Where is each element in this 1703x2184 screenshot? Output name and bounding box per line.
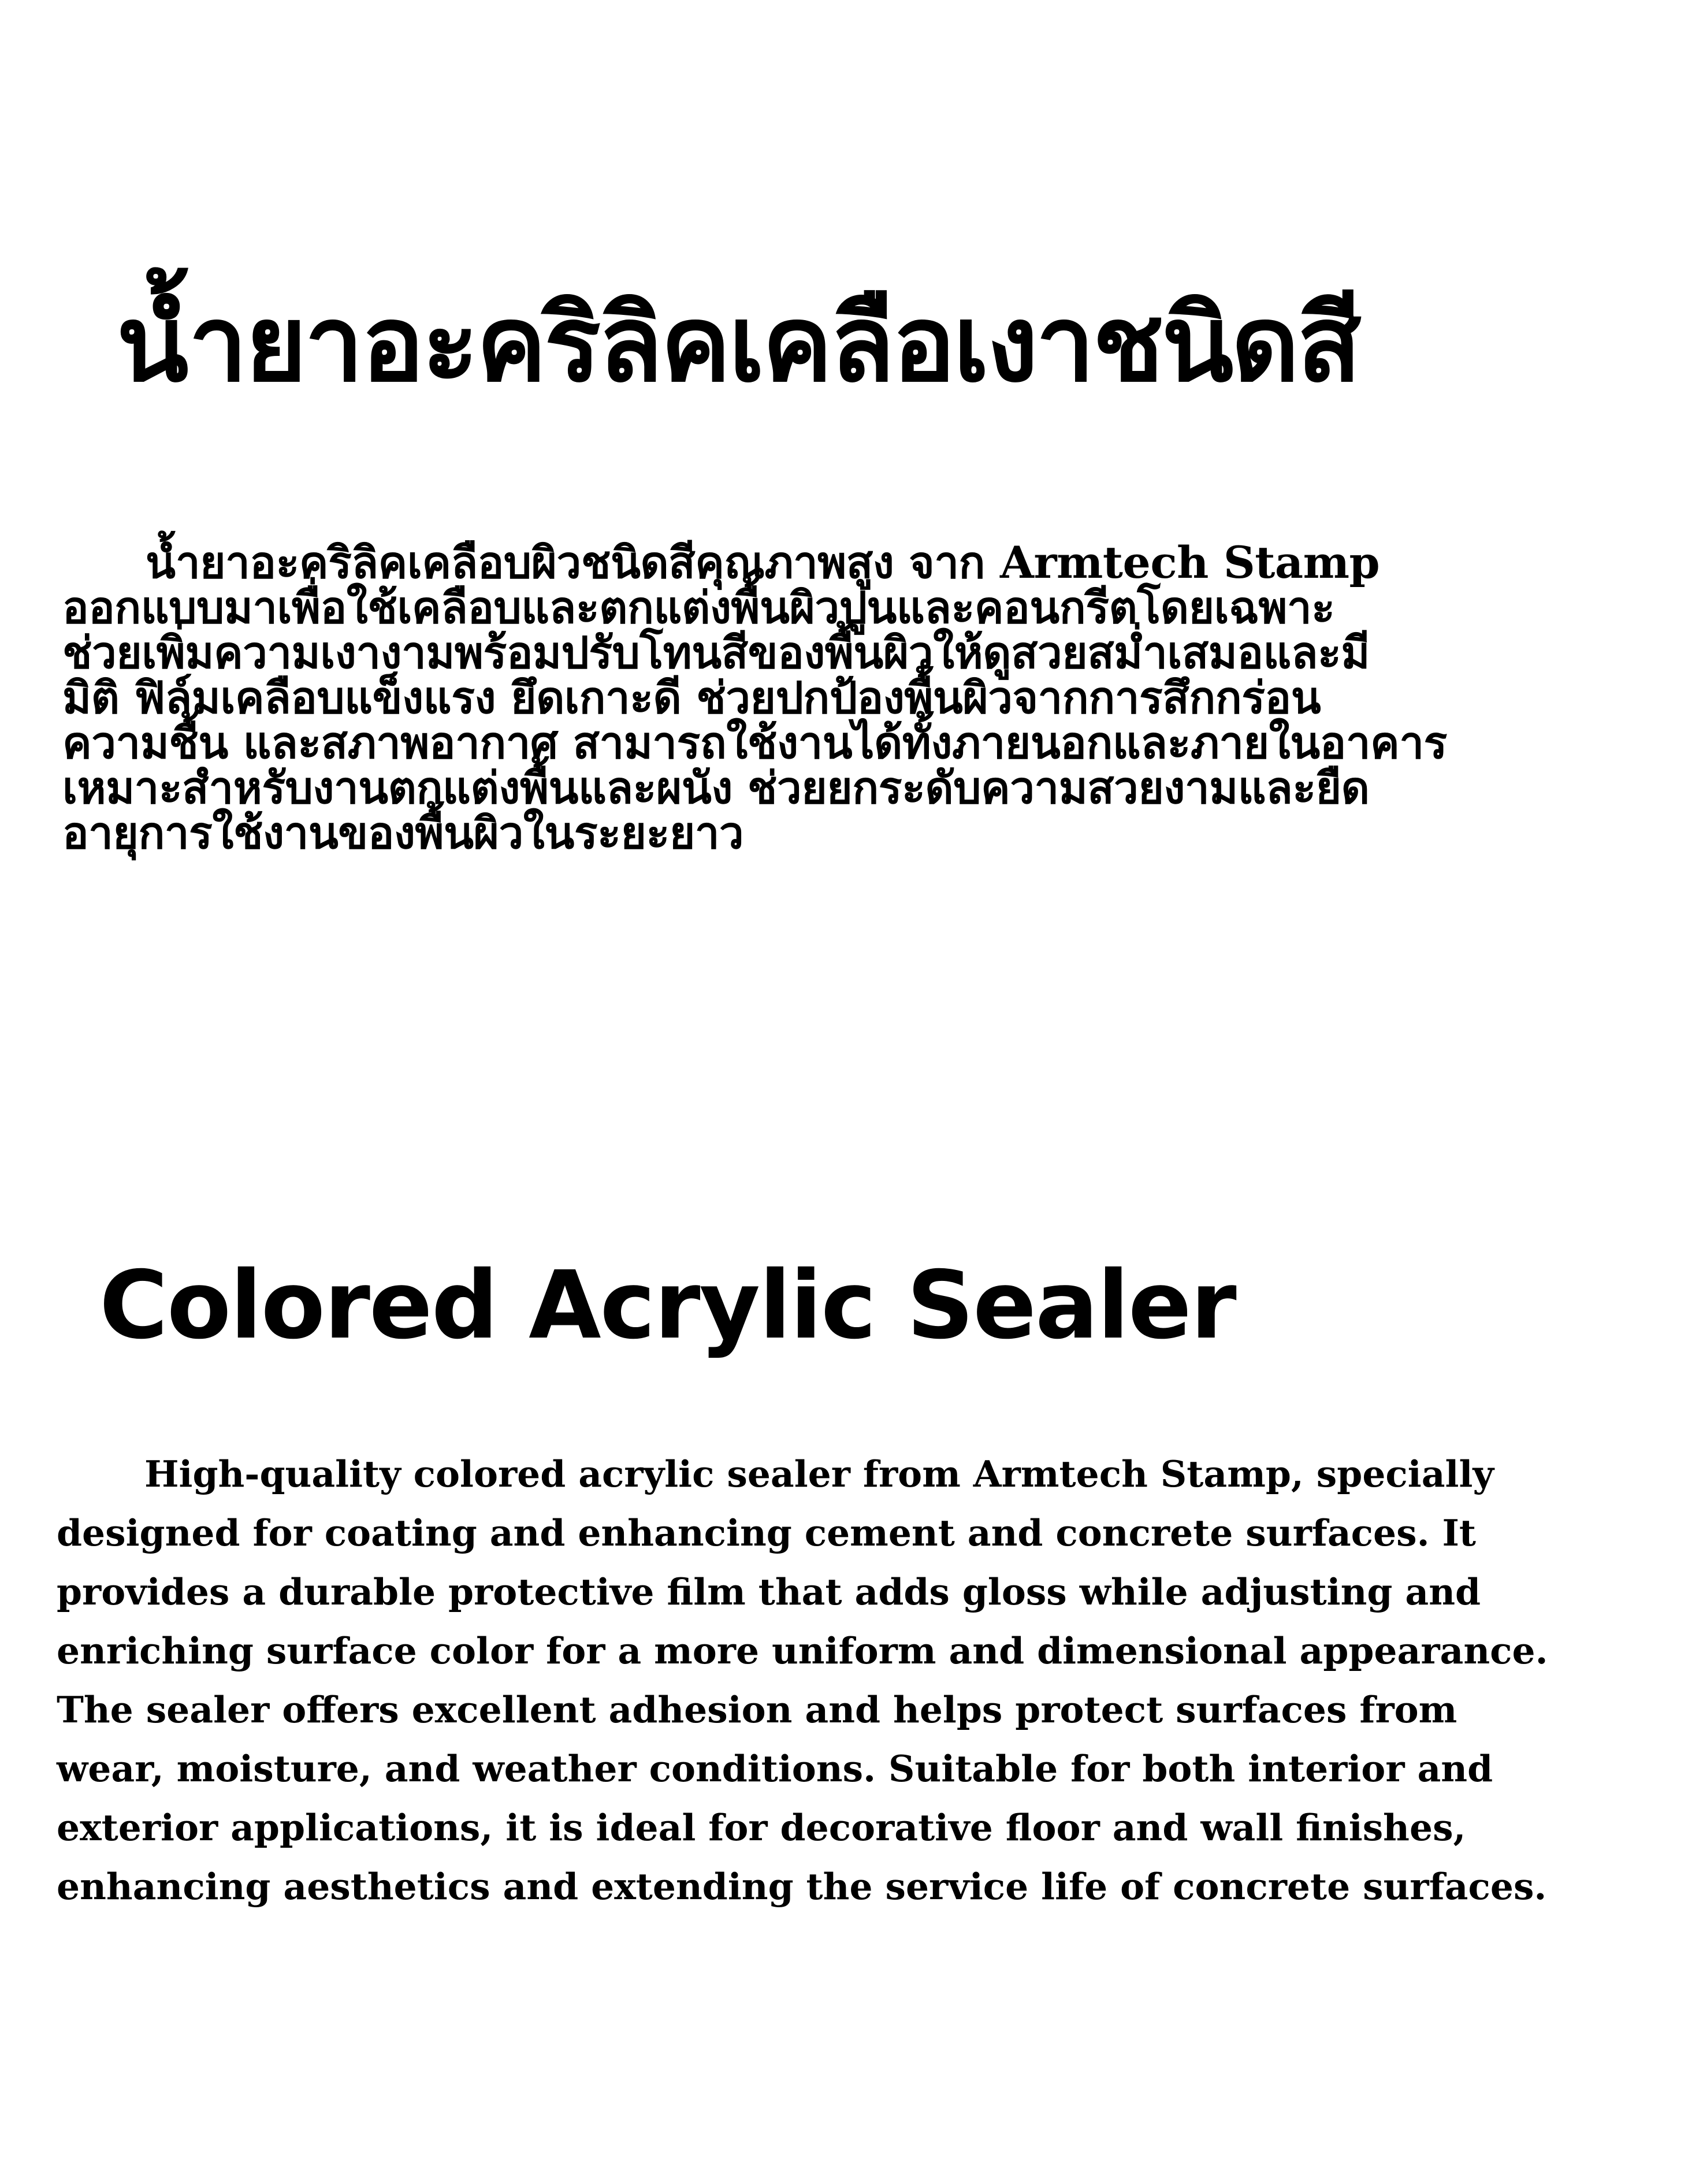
english-paragraph: [57, 1444, 1674, 1916]
english-title: Colored Acrylic Sealer: [99, 1251, 1236, 1360]
english-paragraph-line: The sealer offers excellent adhesion and helps protect surfaces from: [57, 1688, 1457, 1731]
english-paragraph-line: enriching surface color for a more uniform and dimensional appearance.: [57, 1629, 1548, 1672]
thai-paragraph-line: ความชื้น และสภาพอากาศ สามารถใช้งานได้ทั้งภายนอกและภายในอาคาร: [62, 717, 1447, 768]
english-paragraph-line: exterior applications, it is ideal for decorative floor and wall finishes,: [57, 1806, 1466, 1849]
english-paragraph-line: High-quality colored acrylic sealer from Armtech Stamp, specially: [144, 1453, 1494, 1495]
thai-paragraph-line: อายุการใช้งานของพื้นผิวในระยะยาว: [62, 807, 744, 859]
thai-paragraph-line: ออกแบบมาเพื่อใช้เคลือบและตกแต่งพื้นผิวปูนและคอนกรีตโดยเฉพาะ: [62, 582, 1335, 633]
thai-title: น้ำยาอะคริลิคเคลือเงาชนิดสี: [117, 283, 1359, 405]
english-paragraph-line: enhancing aesthetics and extending the service life of concrete surfaces.: [57, 1865, 1547, 1908]
thai-paragraph-line: น้ำยาอะคริลิคเคลือบผิวชนิดสีคุณภาพสูง จาก Armtech Stamp: [146, 537, 1380, 588]
thai-paragraph-line: ช่วยเพิ่มความเงางามพร้อมปรับโทนสีของพื้นผิวให้ดูสวยสม่ำเสมอและมี: [62, 627, 1370, 678]
english-paragraph-line: wear, moisture, and weather conditions. Suitable for both interior and: [57, 1747, 1493, 1790]
thai-paragraph: [62, 537, 1680, 859]
thai-paragraph-line: มิติ ฟิล์มเคลือบแข็งแรง ยึดเกาะดี ช่วยปกป้องพื้นผิวจากการสึกกร่อน: [62, 672, 1321, 723]
english-paragraph-line: provides a durable protective film that adds gloss while adjusting and: [57, 1570, 1481, 1613]
english-paragraph-line: designed for coating and enhancing cement and concrete surfaces. It: [57, 1511, 1477, 1554]
thai-paragraph-line: เหมาะสำหรับงานตกแต่งพื้นและผนัง ช่วยยกระดับความสวยงามและยืด: [62, 762, 1370, 814]
